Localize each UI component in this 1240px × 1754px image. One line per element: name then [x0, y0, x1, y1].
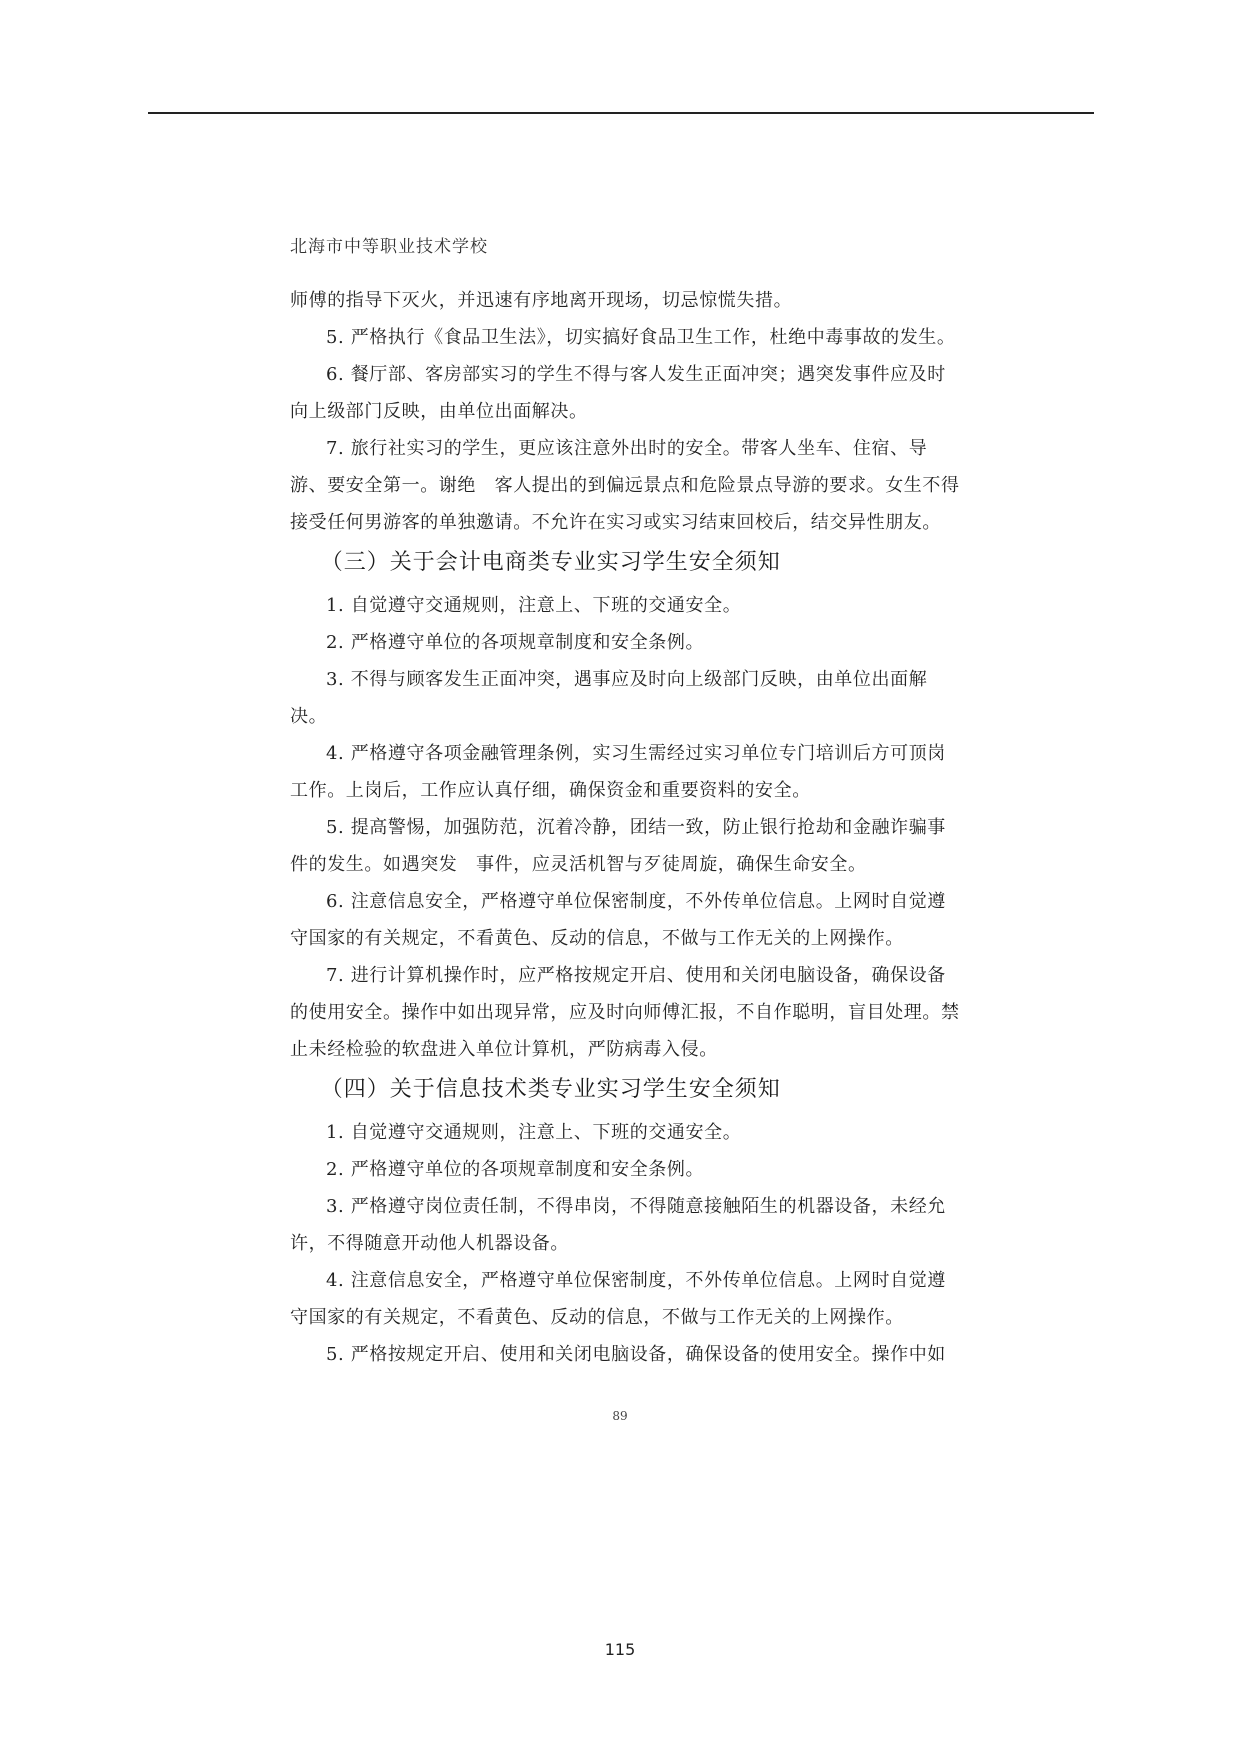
paragraph-item-7: 7. 旅行社实习的学生，更应该注意外出时的安全。带客人坐车、住宿、导游、要安全第一。谢绝 客人提出的到偏远景点和危险景点导游的要求。女生不得接受任何男游客的单独邀请。不允许在实习或实习结束回校后，结交异性朋友。	[290, 438, 960, 533]
paragraph-item-6: 6. 餐厅部、客房部实习的学生不得与客人发生正面冲突；遇突发事件应及时向上级部门反映，由单位出面解决。	[290, 364, 946, 422]
document-body	[290, 282, 960, 1373]
section-three-item-6: 6. 注意信息安全，严格遵守单位保密制度，不外传单位信息。上网时自觉遵守国家的有关规定，不看黄色、反动的信息，不做与工作无关的上网操作。	[290, 891, 946, 949]
paragraph-continuation: 师傅的指导下灭火，并迅速有序地离开现场，切忌惊慌失措。	[290, 290, 793, 311]
section-three-heading: （三）关于会计电商类专业实习学生安全须知	[320, 550, 781, 575]
section-three-item-7: 7. 进行计算机操作时，应严格按规定开启、使用和关闭电脑设备，确保设备的使用安全。操作中如出现异常，应及时向师傅汇报，不自作聪明，盲目处理。禁止未经检验的软盘进入单位计算机，严防病毒入侵。	[290, 965, 960, 1060]
outer-page-number: 115	[604, 1640, 636, 1659]
section-three-item-2: 2. 严格遵守单位的各项规章制度和安全条例。	[326, 632, 705, 653]
section-three-item-3: 3. 不得与顾客发生正面冲突，遇事应及时向上级部门反映，由单位出面解决。	[290, 669, 928, 727]
section-four-item-2: 2. 严格遵守单位的各项规章制度和安全条例。	[326, 1159, 705, 1180]
section-three-item-1: 1. 自觉遵守交通规则，注意上、下班的交通安全。	[326, 595, 742, 616]
section-three-item-4: 4. 严格遵守各项金融管理条例，实习生需经过实习单位专门培训后方可顶岗工作。上岗后，工作应认真仔细，确保资金和重要资料的安全。	[290, 743, 946, 801]
section-four-item-4: 4. 注意信息安全，严格遵守单位保密制度，不外传单位信息。上网时自觉遵守国家的有关规定，不看黄色、反动的信息，不做与工作无关的上网操作。	[290, 1270, 946, 1328]
section-four-item-5: 5. 严格按规定开启、使用和关闭电脑设备，确保设备的使用安全。操作中如	[326, 1344, 946, 1365]
school-name-header: 北海市中等职业技术学校	[290, 237, 488, 257]
paragraph-item-5: 5. 严格执行《食品卫生法》，切实搞好食品卫生工作，杜绝中毒事故的发生。	[326, 327, 956, 348]
inner-page-number: 89	[612, 1409, 628, 1423]
section-four-heading: （四）关于信息技术类专业实习学生安全须知	[320, 1077, 781, 1102]
section-three-item-5: 5. 提高警惕，加强防范，沉着冷静，团结一致，防止银行抢劫和金融诈骗事件的发生。如遇突发 事件，应灵活机智与歹徒周旋，确保生命安全。	[290, 817, 946, 875]
header-rule	[148, 112, 1094, 114]
section-four-item-1: 1. 自觉遵守交通规则，注意上、下班的交通安全。	[326, 1122, 742, 1143]
section-four-item-3: 3. 严格遵守岗位责任制，不得串岗，不得随意接触陌生的机器设备，未经允许，不得随意开动他人机器设备。	[290, 1196, 946, 1254]
